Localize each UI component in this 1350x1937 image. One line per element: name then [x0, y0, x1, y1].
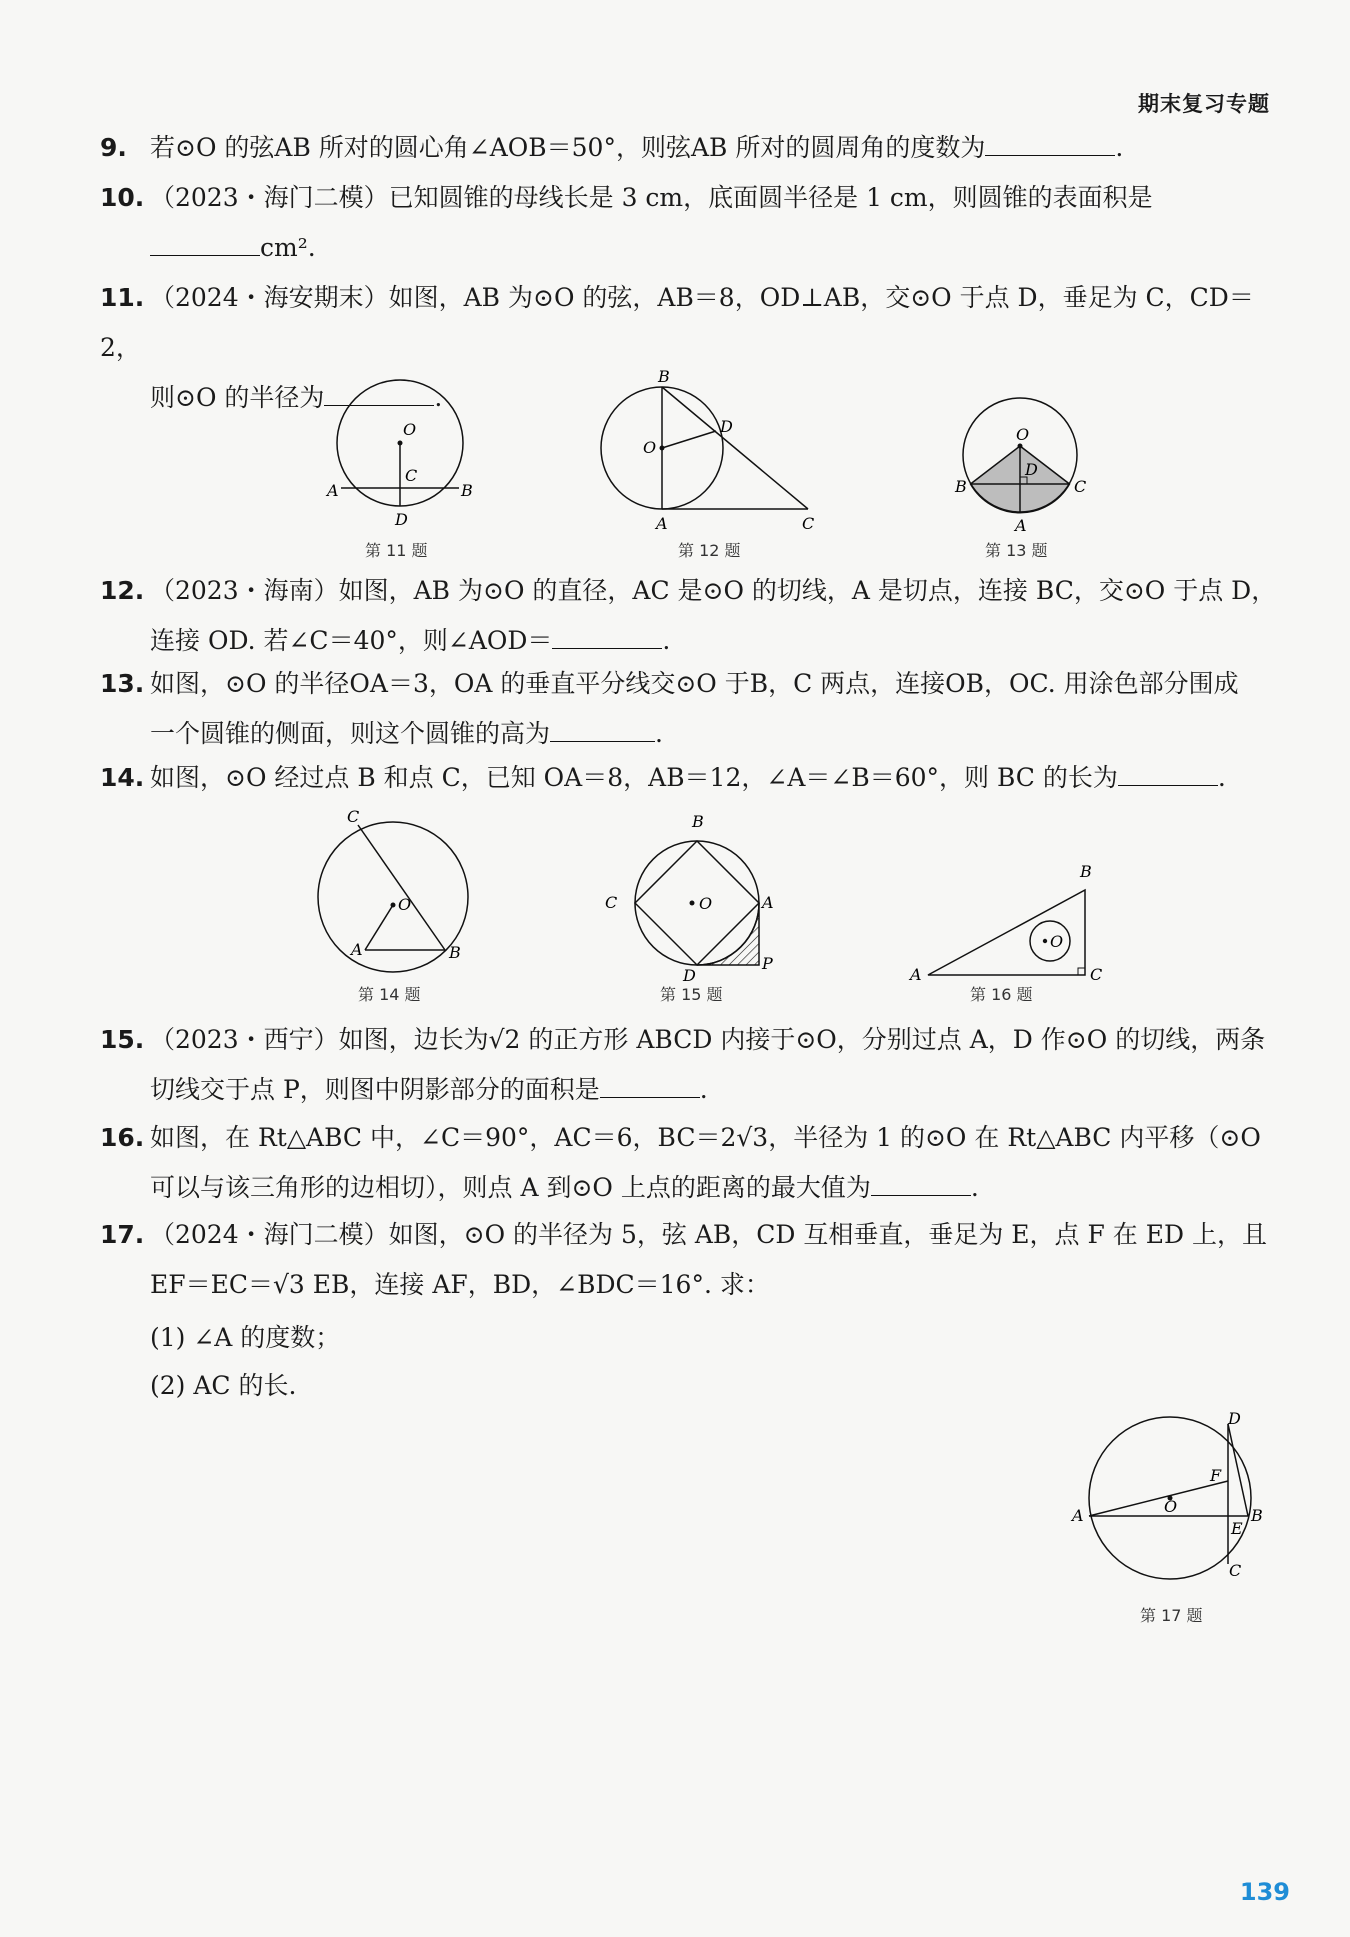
problem-text-end: .	[662, 626, 671, 655]
label-B: B	[1251, 1506, 1263, 1525]
answer-blank[interactable]	[871, 1194, 971, 1196]
label-B: B	[955, 477, 967, 496]
problem-12	[100, 566, 1280, 666]
problem-text-end: cm².	[260, 233, 316, 262]
answer-blank[interactable]	[985, 154, 1115, 156]
label-A: A	[327, 481, 339, 500]
problem-number: 13.	[100, 669, 145, 698]
caption-fig16: 第 16 题	[970, 985, 1033, 1004]
label-C: C	[347, 807, 360, 826]
problem-text: 连接 OD. 若∠C＝40°，则∠AOD＝	[150, 626, 553, 655]
problem-number: 17.	[100, 1220, 145, 1249]
problem-text: （2024・海安期末）如图，AB 为⊙O 的弦，AB＝8，OD⊥AB，交⊙O 于点 D，垂足为 C，CD＝2，	[100, 283, 1254, 362]
label-D: D	[395, 510, 408, 529]
caption-fig15: 第 15 题	[660, 985, 723, 1004]
problem-text: （2023・海南）如图，AB 为⊙O 的直径，AC 是⊙O 的切线，A 是切点，连接 BC，交⊙O 于点 D，	[150, 576, 1277, 605]
problem-text: 切线交于点 P，则图中阴影部分的面积是	[150, 1075, 600, 1104]
label-A: A	[1015, 516, 1027, 535]
caption-fig17: 第 17 题	[1140, 1606, 1203, 1625]
problem-number: 15.	[100, 1025, 145, 1054]
caption-fig11: 第 11 题	[365, 541, 428, 560]
problem-text: 则⊙O 的半径为	[150, 383, 325, 412]
label-B: B	[461, 481, 473, 500]
problem-9	[100, 123, 1280, 173]
problem-16	[100, 1113, 1280, 1213]
label-A: A	[656, 514, 668, 533]
problem-text: 如图，⊙O 的半径OA＝3，OA 的垂直平分线交⊙O 于B，C 两点，连接OB，OC. 用涂色部分围成	[150, 669, 1239, 698]
label-C: C	[605, 893, 618, 912]
label-O: O	[1016, 425, 1030, 444]
label-O: O	[398, 895, 412, 914]
label-O: O	[643, 438, 657, 457]
label-D: D	[1025, 460, 1038, 479]
label-O: O	[403, 420, 417, 439]
label-P: P	[762, 954, 773, 973]
label-O: O	[699, 894, 713, 913]
problem-text: 若⊙O 的弦AB 所对的圆心角∠AOB＝50°，则弦AB 所对的圆周角的度数为	[150, 133, 986, 162]
problem-text: （2023・西宁）如图，边长为√2 的正方形 ABCD 内接于⊙O，分别过点 A，D 作⊙O 的切线，两条	[150, 1025, 1266, 1054]
label-D: D	[683, 966, 696, 985]
answer-blank[interactable]	[150, 254, 260, 256]
answer-blank[interactable]	[1118, 784, 1218, 786]
label-F: F	[1210, 1466, 1222, 1485]
label-A: A	[762, 893, 774, 912]
label-O: O	[1050, 932, 1064, 951]
label-B: B	[692, 812, 704, 831]
problem-text: （2023・海门二模）已知圆锥的母线长是 3 cm，底面圆半径是 1 cm，则圆锥的表面积是	[150, 183, 1153, 212]
subquestion-1: (1) ∠A 的度数；	[150, 1323, 341, 1352]
problem-text-end: .	[655, 719, 663, 748]
problem-text-end: .	[1217, 763, 1226, 792]
problem-14	[100, 753, 1280, 803]
problem-number: 10.	[100, 183, 145, 212]
caption-fig14: 第 14 题	[358, 985, 421, 1004]
figure-13	[950, 388, 1100, 538]
header-title: 期末复习专题	[1138, 92, 1270, 116]
label-C: C	[405, 466, 418, 485]
figure-16	[900, 855, 1110, 985]
problem-number: 11.	[100, 283, 145, 312]
label-B: B	[658, 367, 670, 386]
figure-12	[595, 365, 825, 535]
problem-text: （2024・海门二模）如图，⊙O 的半径为 5，弦 AB，CD 互相垂直，垂足为 E，点 F 在 ED 上，且	[150, 1220, 1267, 1249]
label-B: B	[1080, 862, 1092, 881]
problem-text: 如图，在 Rt△ABC 中，∠C＝90°，AC＝6，BC＝2√3，半径为 1 的⊙O 在 Rt△ABC 内平移（⊙O	[150, 1123, 1261, 1152]
answer-blank[interactable]	[550, 740, 655, 742]
label-D: D	[720, 417, 733, 436]
figure-17	[1070, 1408, 1270, 1588]
caption-fig12: 第 12 题	[678, 541, 741, 560]
problem-text-end: .	[699, 1075, 708, 1104]
label-C: C	[1229, 1561, 1242, 1580]
label-C: C	[1074, 477, 1087, 496]
label-O: O	[1164, 1497, 1178, 1516]
page-number: 139	[1239, 1878, 1290, 1906]
problem-number: 12.	[100, 576, 145, 605]
problem-number: 14.	[100, 763, 145, 792]
label-D: D	[1228, 1409, 1241, 1428]
problem-text-end: .	[1115, 133, 1124, 162]
problem-text: EF＝EC＝√3 EB，连接 AF，BD，∠BDC＝16°. 求：	[150, 1270, 770, 1299]
problem-17	[100, 1210, 1280, 1310]
subquestion-2: (2) AC 的长.	[150, 1371, 297, 1400]
label-E: E	[1231, 1519, 1243, 1538]
answer-blank[interactable]	[552, 647, 662, 649]
figure-15	[600, 805, 780, 985]
label-A: A	[910, 965, 922, 984]
answer-blank[interactable]	[600, 1096, 700, 1098]
figure-11	[325, 375, 485, 540]
label-A: A	[351, 940, 363, 959]
problem-text: 可以与该三角形的边相切），则点 A 到⊙O 上点的距离的最大值为	[150, 1173, 871, 1202]
problem-10	[100, 173, 1280, 273]
problem-15	[100, 1015, 1280, 1115]
problem-number: 9.	[100, 133, 127, 162]
problem-text-end: .	[434, 383, 443, 412]
label-C: C	[1090, 965, 1103, 984]
problem-text: 一个圆锥的侧面，则这个圆锥的高为	[150, 719, 551, 748]
problem-text: 如图，⊙O 经过点 B 和点 C，已知 OA＝8，AB＝12，∠A＝∠B＝60°，则 BC 的长为	[150, 763, 1118, 792]
label-B: B	[449, 943, 461, 962]
caption-fig13: 第 13 题	[985, 541, 1048, 560]
figure-14	[305, 805, 475, 975]
label-C: C	[802, 514, 815, 533]
problem-number: 16.	[100, 1123, 145, 1152]
problem-13	[100, 659, 1280, 759]
problem-text-end: .	[970, 1173, 979, 1202]
label-A: A	[1072, 1506, 1084, 1525]
